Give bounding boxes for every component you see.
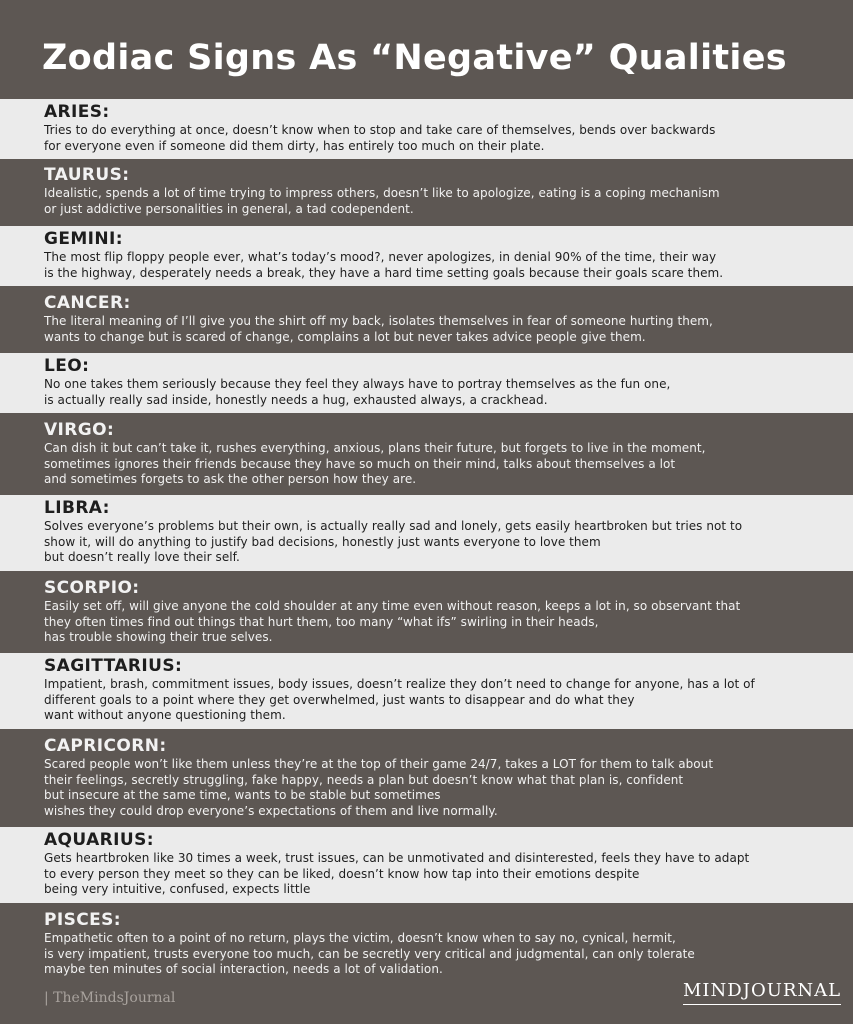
sign-name: CAPRICORN: [44,736,167,756]
sign-block-pisces [0,907,853,981]
sign-description: No one takes them seriously because they feel they always have to portray themselves as the fun one, is actually really sad inside, honestly needs a hug, exhausted always, a crackhead. [44,377,671,407]
sign-name: GEMINI: [44,229,123,249]
page-title: Zodiac Signs As “Negative” Qualities [42,38,787,78]
sign-name: CANCER: [44,293,131,313]
sign-name: VIRGO: [44,420,115,440]
sign-description: Can dish it but can’t take it, rushes everything, anxious, plans their future, but forgets to live in the moment, sometimes ignores their friends because they have so much on their mind, talks about themselves a lot and sometimes forgets to ask the other person how they are. [44,441,706,487]
sign-description: Solves everyone’s problems but their own, is actually really sad and lonely, gets easily heartbroken but tries not to show it, will do anything to justify bad decisions, honestly just wants everyone to love them but doesn’t really love their self. [44,519,743,565]
sign-description: The literal meaning of I’ll give you the shirt off my back, isolates themselves in fear of someone hurting them, wants to change but is scared of change, complains a lot but never takes advice people give them. [44,314,713,344]
sign-description: Idealistic, spends a lot of time trying to impress others, doesn’t like to apologize, eating is a coping mechanism or just addictive personalities in general, a tad codependent. [44,186,720,216]
sign-block-aries [0,99,853,159]
sign-description: Empathetic often to a point of no return, plays the victim, doesn’t know when to say no, cynical, hermit, is very impatient, trusts everyone too much, can be secretly very critical and judgmental, can only tolerate maybe ten minutes of social interaction, needs a lot of validation. [44,931,695,977]
sign-block-libra [0,495,853,571]
brand-logo-text: MINDJOURNAL [683,980,842,1001]
sign-description: Tries to do everything at once, doesn’t know when to stop and take care of themselves, bends over backwards for everyone even if someone did them dirty, has entirely too much on their plate. [44,123,716,153]
sign-description: The most flip floppy people ever, what’s today’s mood?, never apologizes, in denial 90% of the time, their way is the highway, desperately needs a break, they have a hard time setting goals because their goals scare them. [44,250,724,280]
sign-name: PISCES: [44,910,121,930]
sign-name: TAURUS: [44,165,130,185]
sign-description: Easily set off, will give anyone the cold shoulder at any time even without reason, keeps a lot in, so observant that they often times find out things that hurt them, too many “what ifs” swirling in their heads, has trouble showing their true selves. [44,599,741,645]
sign-block-capricorn [0,733,853,823]
credit-text: | TheMindsJournal [44,990,176,1006]
sign-name: LIBRA: [44,498,110,518]
sign-description: Scared people won’t like them unless they’re at the top of their game 24/7, takes a LOT for them to talk about their feelings, secretly struggling, fake happy, needs a plan but doesn’t know what that plan is, confident but insecure at the same time, wants to be stable but sometimes wishes they could drop everyone’s expectations of them and live normally. [44,757,714,818]
sign-block-scorpio [0,575,853,649]
sign-block-leo [0,353,853,413]
sign-block-taurus [0,162,853,222]
sign-block-virgo [0,417,853,491]
sign-description: Gets heartbroken like 30 times a week, trust issues, can be unmotivated and disinterested, feels they have to adapt to every person they meet so they can be liked, doesn’t know how tap into their emotions despite being very intuitive, confused, expects little [44,851,750,897]
sign-name: SCORPIO: [44,578,140,598]
sign-name: LEO: [44,356,90,376]
sign-block-sagittarius [0,653,853,729]
brand-logo [683,980,841,1001]
sign-block-gemini [0,226,853,286]
sign-name: SAGITTARIUS: [44,656,183,676]
sign-name: AQUARIUS: [44,830,154,850]
sign-name: ARIES: [44,102,110,122]
sign-description: Impatient, brash, commitment issues, body issues, doesn’t realize they don’t need to change for anyone, has a lot of different goals to a point where they get overwhelmed, just wants to disappear and do what they want without anyone questioning them. [44,677,755,723]
sign-block-cancer [0,290,853,350]
sign-block-aquarius [0,827,853,903]
brand-logo-underline [683,1004,841,1005]
